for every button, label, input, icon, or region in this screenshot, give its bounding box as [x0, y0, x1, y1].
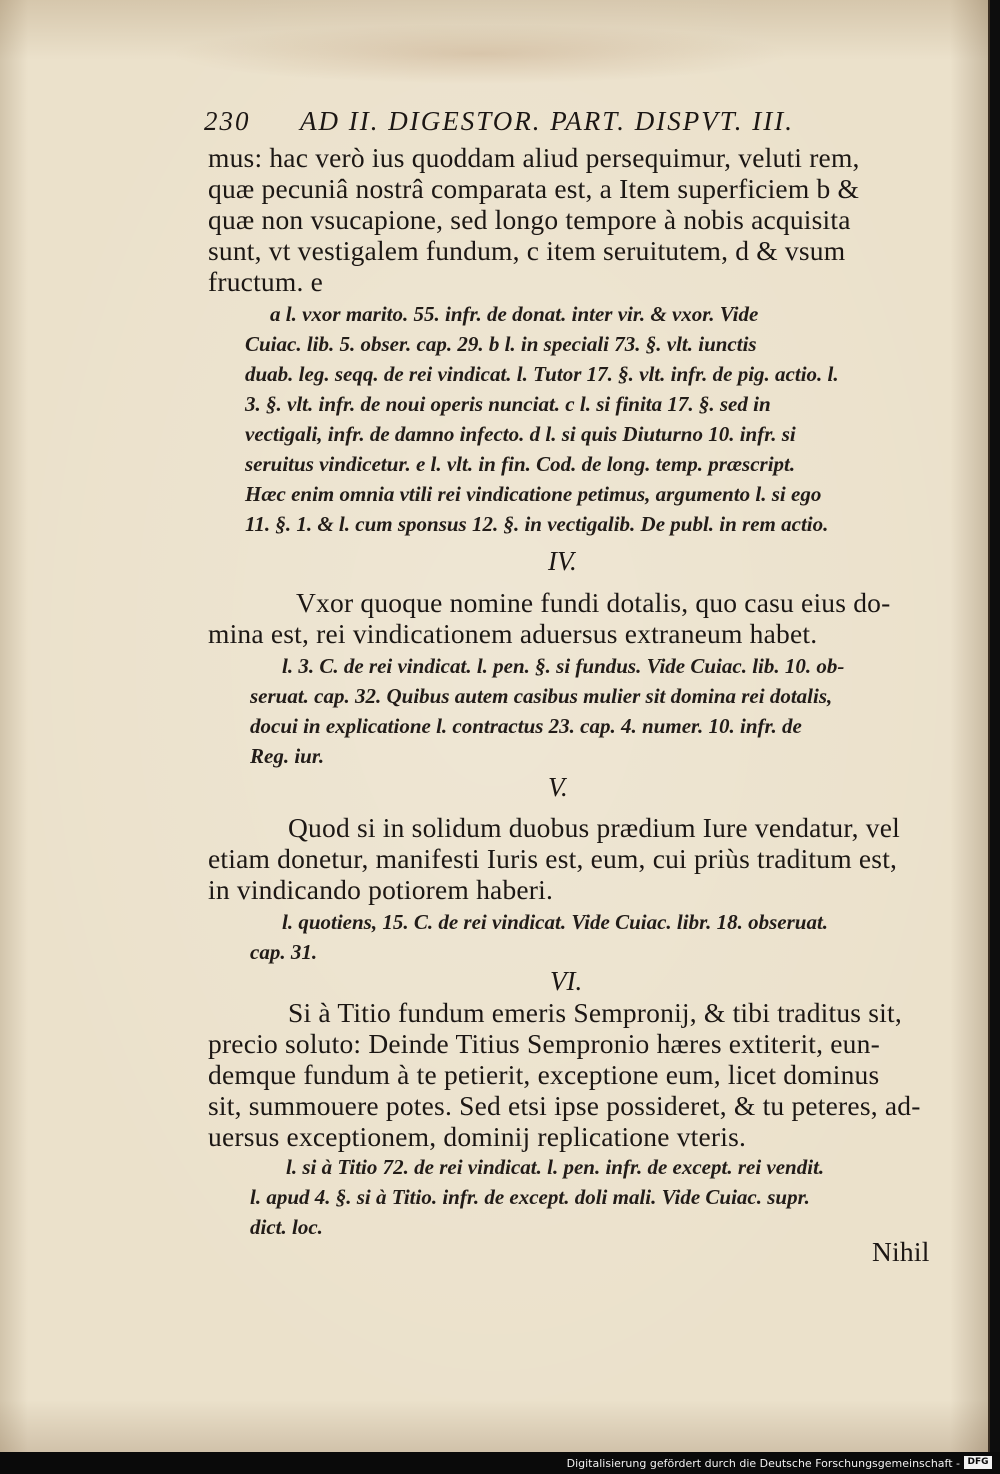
note-line: 11. §. 1. & l. cum sponsus 12. §. in vectigalib. De publ. in rem actio. [245, 512, 829, 536]
section-heading-iv: IV. [548, 546, 577, 576]
note-line: l. 3. C. de rei vindicat. l. pen. §. si fundus. Vide Cuiac. lib. 10. ob- [282, 654, 845, 678]
text-line: Quod si in solidum duobus prædium Iure vendatur, vel [288, 812, 900, 843]
note-line: seruat. cap. 32. Quibus autem casibus mulier sit domina rei dotalis, [250, 684, 833, 708]
note-line: dict. loc. [250, 1215, 323, 1239]
text-line: etiam donetur, manifesti Iuris est, eum, cui priùs traditum est, [208, 843, 898, 874]
text-line: quæ pecuniâ nostrâ comparata est, a Item superficiem b & [208, 173, 860, 204]
note-line: Cuiac. lib. 5. obser. cap. 29. b l. in speciali 73. §. vlt. iunctis [245, 332, 757, 356]
text-line: precio soluto: Deinde Titius Sempronio hæres extiterit, eun- [208, 1028, 880, 1059]
funding-notice: Digitalisierung gefördert durch die Deutsche Forschungsgemeinschaft - [566, 1457, 960, 1470]
paper-stain [170, 24, 790, 84]
dfg-logo: DFG [964, 1456, 992, 1469]
text-line: quæ non vsucapione, sed longo tempore à nobis acquisita [208, 204, 851, 235]
running-head: AD II. DIGESTOR. PART. DISPVT. III. [300, 106, 794, 136]
page-number: 230 [204, 106, 251, 136]
note-line: Hæc enim omnia vtili rei vindicatione petimus, argumento l. si ego [245, 482, 822, 506]
note-line: vectigali, infr. de damno infecto. d l. si quis Diuturno 10. infr. si [245, 422, 796, 446]
text-line: in vindicando potiorem haberi. [208, 874, 554, 905]
text-line: mus: hac verò ius quoddam aliud persequimur, veluti rem, [208, 142, 860, 173]
note-line: l. si à Titio 72. de rei vindicat. l. pen. infr. de except. rei vendit. [286, 1155, 825, 1179]
section-heading-vi: VI. [550, 966, 583, 996]
note-line: cap. 31. [250, 940, 318, 964]
text-line: uersus exceptionem, dominij replicatione vteris. [208, 1121, 747, 1152]
note-line: 3. §. vlt. infr. de noui operis nunciat. c l. si finita 17. §. sed in [245, 392, 771, 416]
text-line: mina est, rei vindicationem aduersus extraneum habet. [208, 618, 818, 649]
text-line: demque fundum à te petierit, exceptione eum, licet dominus [208, 1059, 880, 1090]
catchword: Nihil [872, 1236, 930, 1267]
note-line: l. quotiens, 15. C. de rei vindicat. Vide Cuiac. libr. 18. obseruat. [282, 910, 829, 934]
text-line: sit, summouere potes. Sed etsi ipse possideret, & tu peteres, ad- [208, 1090, 921, 1121]
note-line: docui in explicatione l. contractus 23. cap. 4. numer. 10. infr. de [250, 714, 802, 738]
text-line: Vxor quoque nomine fundi dotalis, quo casu eius do- [296, 587, 891, 618]
note-line: a l. vxor marito. 55. infr. de donat. inter vir. & vxor. Vide [270, 302, 759, 326]
text-line: sunt, vt vestigalem fundum, c item seruitutem, d & vsum [208, 235, 846, 266]
section-heading-v: V. [548, 772, 568, 802]
note-line: l. apud 4. §. si à Titio. infr. de except. doli mali. Vide Cuiac. supr. [250, 1185, 810, 1209]
note-line: duab. leg. seqq. de rei vindicat. l. Tutor 17. §. vlt. infr. de pig. actio. l. [245, 362, 839, 386]
note-line: Reg. iur. [250, 744, 325, 768]
text-line: fructum. e [208, 266, 324, 297]
text-line: Si à Titio fundum emeris Sempronij, & tibi traditus sit, [288, 997, 902, 1028]
note-line: seruitus vindicetur. e l. vlt. in fin. Cod. de long. temp. præscript. [245, 452, 796, 476]
